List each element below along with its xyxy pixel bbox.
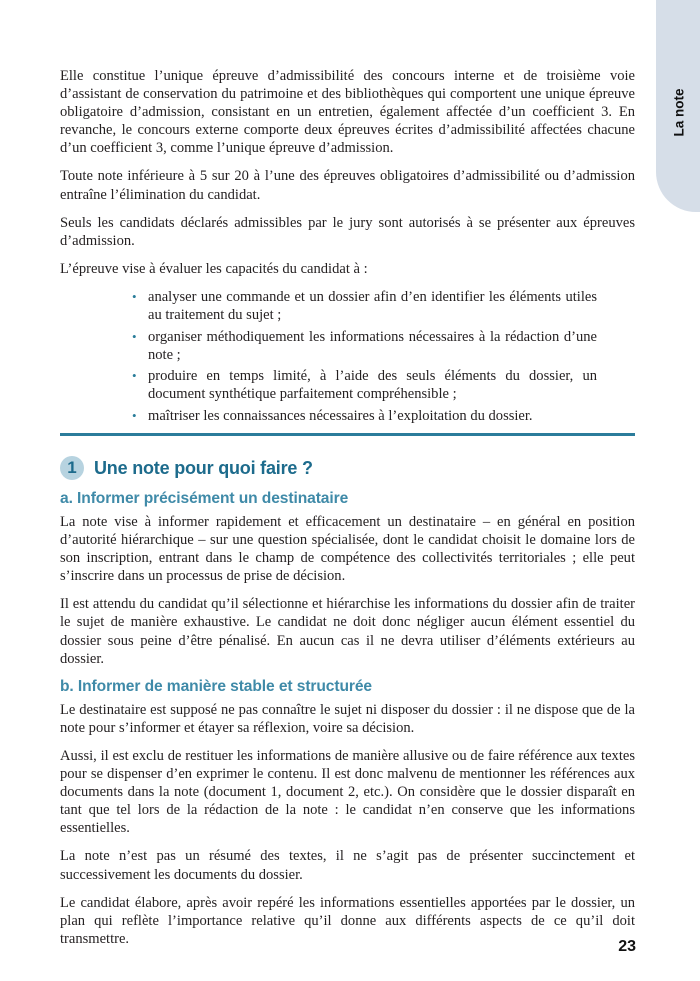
bullet-icon: • — [132, 328, 137, 344]
intro-paragraph-4: L’épreuve vise à évaluer les capacités du candidat à : — [60, 260, 368, 277]
list-item: • maîtriser les connaissances nécessaires à l’exploitation du dossier. — [132, 408, 533, 424]
list-item: • analyser une commande et un dossier afin d’en identifier les éléments utiles au traitement du sujet ; — [132, 288, 597, 324]
chapter-tab-label: La note — [671, 87, 687, 137]
list-item: • produire en temps limité, à l’aide des seuls éléments du dossier, un document synthétique parfaitement compréhensible ; — [132, 368, 597, 403]
section-divider — [60, 433, 635, 436]
section-title: Une note pour quoi faire ? — [94, 457, 313, 478]
subsection-b-paragraph-3: La note n’est pas un résumé des textes, il ne s’agit pas de présenter succinctement et successivement les documents du dossier. — [60, 848, 635, 883]
bullet-icon: • — [132, 408, 137, 423]
subsection-a-paragraph-1: La note vise à informer rapidement et efficacement un destinataire – en général en position d’autorité hiérarchique – sur une question spécialisée, dont le candidat choisit le domaine lors de son inscription, entrant dans le champ de compétence des collectivités territoriales ; elle peut s’inscrire dans un processus de prise de décision. — [60, 514, 635, 585]
capacities-list — [60, 288, 597, 425]
list-item: • organiser méthodiquement les informations nécessaires à la rédaction d’une note ; — [132, 328, 597, 363]
subsection-b-paragraph-2: Aussi, il est exclu de restituer les informations de manière allusive ou de faire référence aux textes pour se dispenser d’en exprimer le contenu. Il est donc malvenu de mentionner les références aux documents dans la note (document 1, document 2, etc.). On considère que le dossier disparaît en tant que tel lors de la rédaction de la note : le candidat n’en conserve que les informations essentielles. — [60, 747, 635, 837]
subsection-b-title: b. Informer de manière stable et structurée — [60, 677, 373, 695]
bullet-icon: • — [132, 288, 137, 304]
intro-section — [60, 67, 635, 429]
intro-paragraph-2: Toute note inférieure à 5 sur 20 à l’une des épreuves obligatoires d’admissibilité ou d’admission entraîne l’élimination du candidat. — [60, 168, 635, 203]
section-heading — [60, 456, 313, 480]
subsection-a-paragraph-2: Il est attendu du candidat qu’il sélectionne et hiérarchise les informations du dossier afin de traiter le sujet de manière exhaustive. Le candidat ne doit donc négliger aucun élément essentiel du dossier sous peine d’être pénalisé. En aucun cas il ne devra utiliser d’éléments extérieurs au dossier. — [60, 596, 635, 667]
subsection-b-paragraph-1: Le destinataire est supposé ne pas connaître le sujet ni disposer du dossier : il ne dispose que de la note pour s’informer et étayer sa réflexion, voire sa décision. — [60, 701, 635, 736]
bullet-icon: • — [132, 368, 137, 384]
section-number-badge: 1 — [60, 456, 84, 480]
chapter-tab-label-wrap — [657, 82, 700, 142]
page-number: 23 — [618, 938, 636, 955]
subsection-a-title: a. Informer précisément un destinataire — [60, 490, 349, 507]
subsection-b-paragraph-4: Le candidat élabore, après avoir repéré les informations essentielles apportées par le dossier, un plan qui reflète l’importance relative qu’il donne aux différents aspects de ce qu’il doit transmettre. — [60, 894, 635, 947]
intro-paragraph-3: Seuls les candidats déclarés admissibles par le jury sont autorisés à se présenter aux épreuves d’admission. — [60, 214, 635, 249]
section-body — [60, 490, 635, 958]
intro-paragraph-1: Elle constitue l’unique épreuve d’admissibilité des concours interne et de troisième voie d’assistant de conservation du patrimoine et des bibliothèques qui comportent une unique épreuve obligatoire d’admission, consistant en un entretien, également affectée d’un coefficient 3. En revanche, le concours externe comporte deux épreuves écrites d’admissibilité affectées chacune d’un coefficient 3, comme l’unique épreuve d’admission. — [60, 68, 635, 157]
